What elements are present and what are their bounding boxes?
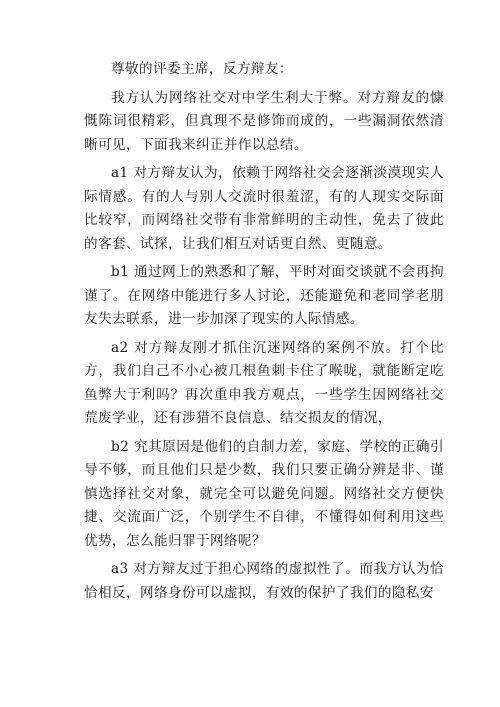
paragraph-intro: 我方认为网络社交对中学生利大于弊。对方辩友的慷慨陈词很精彩，但真理不是修饰而成的，一些漏洞依然清晰可见，下面我来纠正并作以总结。	[84, 89, 444, 153]
salutation: 尊敬的评委主席，反方辩友：	[111, 61, 293, 77]
paragraph-a2: a2 对方辩友刚才抓住沉迷网络的案例不放。打个比方，我们自己不小心被几根鱼刺卡住了喉咙，就能断定吃鱼弊大于利吗？再次重申我方观点，一些学生因网络社交荒废学业，还有涉猎不良信息、结交损友的情况，	[84, 339, 444, 426]
paragraph-b1: b1 通过网上的熟悉和了解，平时对面交谈就不会再拘谨了。在网络中能进行多人讨论，还能避免和老同学老朋友失去联系，进一步加深了现实的人际情感。	[84, 264, 444, 327]
paragraph-b2: b2 究其原因是他们的自制力差，家庭、学校的正确引导不够，而且他们只是少数，我们只要正确分辨是非、谨慎选择社交对象，就完全可以避免问题。网络社交方便快捷、交流面广泛，个别学生不自律，不懂得如何利用这些优势，怎么能归罪于网络呢？	[84, 438, 444, 549]
paragraph-a3: a3 对方辩友过于担心网络的虚拟性了。而我方认为恰恰相反，网络身份可以虚拟，有效的保护了我们的隐私安	[84, 561, 444, 601]
paragraph-a1: a1 对方辩友认为，依赖于网络社交会逐渐淡漠现实人际情感。有的人与别人交流时很羞涩，有的人现实交际面比较窄，而网络社交带有非常鲜明的主动性，免去了彼此的客套、试探，让我们相互对话更自然、更随意。	[84, 165, 444, 252]
document-body	[84, 58, 444, 610]
